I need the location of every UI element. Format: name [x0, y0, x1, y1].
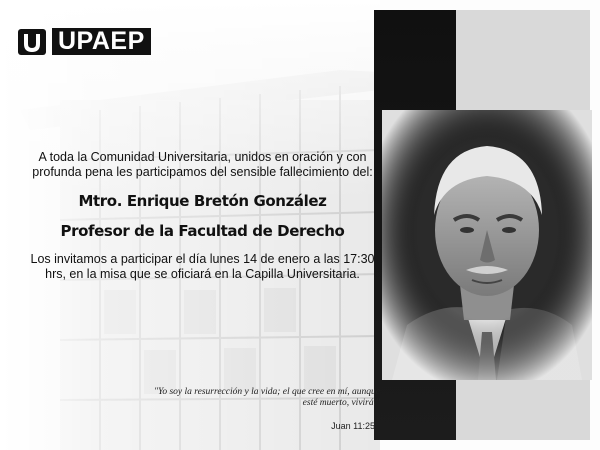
mass-invitation: Los invitamos a participar el día lunes 14 de enero a las 17:30 hrs, en la misa que se oficiará en la Capilla Universitaria.: [30, 252, 375, 281]
logo-wordmark: UPAEP: [52, 28, 151, 55]
quote-reference: Juan 11:25: [331, 421, 375, 431]
u-shield-icon: [18, 29, 46, 55]
deceased-role: Profesor de la Facultad de Derecho: [60, 222, 345, 240]
portrait-photo: [382, 110, 592, 380]
intro-text: A toda la Comunidad Universitaria, unidos en oración y con profunda pena les participamos del sensible fallecimiento del:: [32, 150, 373, 179]
notice-body: [30, 150, 375, 282]
upaep-logo: [18, 28, 151, 55]
bible-quote: "Yo soy la resurrección y la vida; el que cree en mí, aunque esté muerto, vivirá.": [153, 387, 380, 408]
deceased-name: Mtro. Enrique Bretón González: [78, 192, 327, 210]
